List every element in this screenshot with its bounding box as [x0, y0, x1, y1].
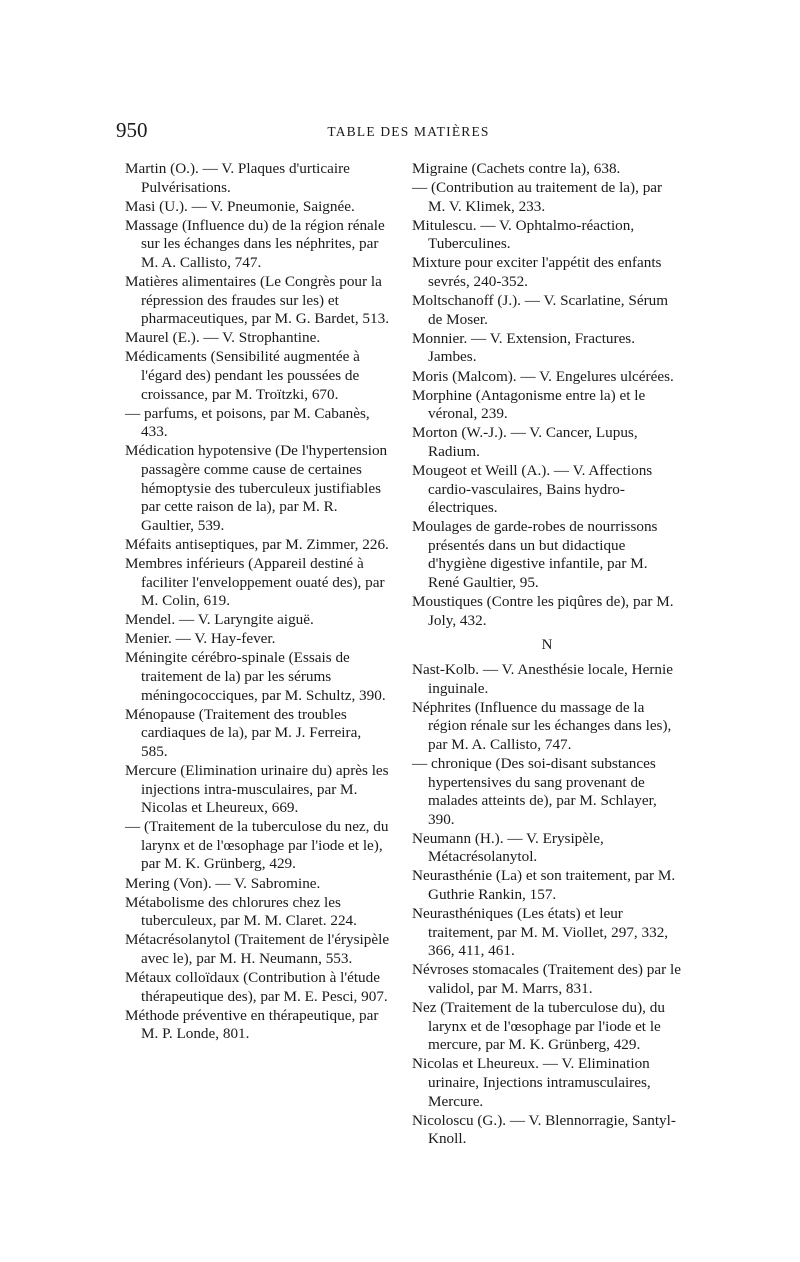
index-entry: Médication hypotensive (De l'hypertension passagère comme cause de certaines hémoptysie des tuberculeux justifiables par cette raison de la), par M. R. Gaultier, 539.	[125, 442, 388, 534]
index-entry: Migraine (Cachets contre la), 638.	[412, 160, 621, 177]
index-entry: Menier. — V. Hay-fever.	[125, 630, 276, 648]
index-entry: Nicoloscu (G.). — V. Blennorragie, Santyl-Knoll.	[412, 1111, 676, 1148]
index-entry: Monnier. — V. Extension, Fractures. Jambes.	[412, 329, 636, 366]
index-entry: — parfums, et poisons, par M. Cabanès, 433.	[125, 404, 370, 441]
index-entry: Méthode préventive en thérapeutique, par M. P. Londe, 801.	[125, 1006, 379, 1043]
index-entry: Mougeot et Weill (A.). — V. Affections cardio-vasculaires, Bains hydro-électriques.	[412, 462, 653, 517]
right-column	[412, 160, 682, 1149]
section-letter: N	[541, 637, 553, 654]
index-entry: Mixture pour exciter l'appétit des enfants sevrés, 240-352.	[412, 254, 662, 291]
running-title: TABLE DES MATIÈRES	[327, 124, 490, 139]
page-header	[116, 118, 701, 146]
index-entry: Névroses stomacales (Traitement des) par le validol, par M. Marrs, 831.	[412, 961, 681, 998]
index-entry: Neurasthéniques (Les états) et leur traitement, par M. M. Viollet, 297, 332, 366, 411, 461.	[412, 905, 669, 960]
index-entry: Martin (O.). — V. Plaques d'urticaire Pulvérisations.	[125, 160, 350, 196]
index-entry: Médicaments (Sensibilité augmentée à l'égard des) pendant les poussées de croissance, par M. Troïtzki, 670.	[125, 348, 360, 403]
index-entry: Moulages de garde-robes de nourrissons présentés dans un but didactique d'hygiène digestive infantile, par M. René Gaultier, 95.	[412, 518, 658, 592]
index-entry: Néphrites (Influence du massage de la région rénale sur les échanges dans les), par M. A. Callisto, 747.	[412, 698, 672, 753]
index-entry: Mering (Von). — V. Sabromine.	[125, 874, 321, 892]
index-entry: Ménopause (Traitement des troubles cardiaques de la), par M. J. Ferreira, 585.	[125, 705, 362, 760]
index-entry: Mitulescu. — V. Ophtalmo-réaction, Tuberculines.	[412, 216, 635, 253]
index-entry: — chronique (Des soi-disant substances hypertensives du sang provenant de malades atteints de), par M. Schlayer, 390.	[412, 754, 657, 828]
index-entry: Morton (W.-J.). — V. Cancer, Lupus, Radium.	[412, 424, 638, 460]
index-entry: Neumann (H.). — V. Erysipèle, Métacrésolanytol.	[412, 829, 604, 866]
index-entry: Mendel. — V. Laryngite aiguë.	[125, 611, 314, 629]
index-entry: Massage (Influence du) de la région rénale sur les échanges dans les néphrites, par M. A. Callisto, 747.	[125, 216, 385, 271]
index-entry: Morphine (Antagonisme entre la) et le véronal, 239.	[412, 386, 646, 423]
index-entry: Métabolisme des chlorures chez les tuberculeux, par M. M. Claret. 224.	[125, 893, 357, 930]
index-entry: Méningite cérébro-spinale (Essais de traitement de la) par les sérums méningococciques, par M. Schultz, 390.	[125, 649, 386, 704]
index-entry: Méfaits antiseptiques, par M. Zimmer, 226.	[125, 535, 389, 553]
index-entry: Membres inférieurs (Appareil destiné à faciliter l'enveloppement ouaté des), par M. Colin, 619.	[125, 554, 385, 610]
index-entry: Moltschanoff (J.). — V. Scarlatine, Sérum de Moser.	[412, 292, 669, 328]
index-entry: Matières alimentaires (Le Congrès pour la répression des fraudes sur les) et pharmaceutiques, par M. G. Bardet, 513.	[125, 273, 389, 328]
index-entry: Moustiques (Contre les piqûres de), par M. Joly, 432.	[412, 593, 674, 629]
index-entry: Maurel (E.). — V. Strophantine.	[125, 329, 321, 347]
index-entry: — (Traitement de la tuberculose du nez, du larynx et de l'œsophage par l'iode et le), par M. K. Grünberg, 429.	[125, 818, 389, 873]
index-entry: Masi (U.). — V. Pneumonie, Saignée.	[125, 197, 355, 215]
index-entry: Nast-Kolb. — V. Anesthésie locale, Hernie inguinale.	[412, 660, 673, 697]
index-entry: Métacrésolanytol (Traitement de l'érysipèle avec le), par M. H. Neumann, 553.	[125, 931, 390, 967]
index-entry: Moris (Malcom). — V. Engelures ulcérées.	[412, 367, 674, 385]
index-entry: — (Contribution au traitement de la), par M. V. Klimek, 233.	[412, 179, 663, 215]
index-entry: Mercure (Elimination urinaire du) après les injections intra-musculaires, par M. Nicolas et Lheureux, 669.	[125, 762, 389, 817]
index-entry: Métaux colloïdaux (Contribution à l'étude thérapeutique des), par M. E. Pesci, 907.	[125, 969, 388, 1005]
index-entry: Neurasthénie (La) et son traitement, par M. Guthrie Rankin, 157.	[412, 867, 676, 904]
page-number: 950	[116, 118, 148, 142]
left-column	[125, 160, 390, 1044]
index-entry: Nicolas et Lheureux. — V. Elimination urinaire, Injections intramusculaires, Mercure.	[412, 1055, 651, 1110]
index-entry: Nez (Traitement de la tuberculose du), du larynx et de l'œsophage par l'iode et le mercure, par M. K. Grünberg, 429.	[412, 999, 665, 1054]
